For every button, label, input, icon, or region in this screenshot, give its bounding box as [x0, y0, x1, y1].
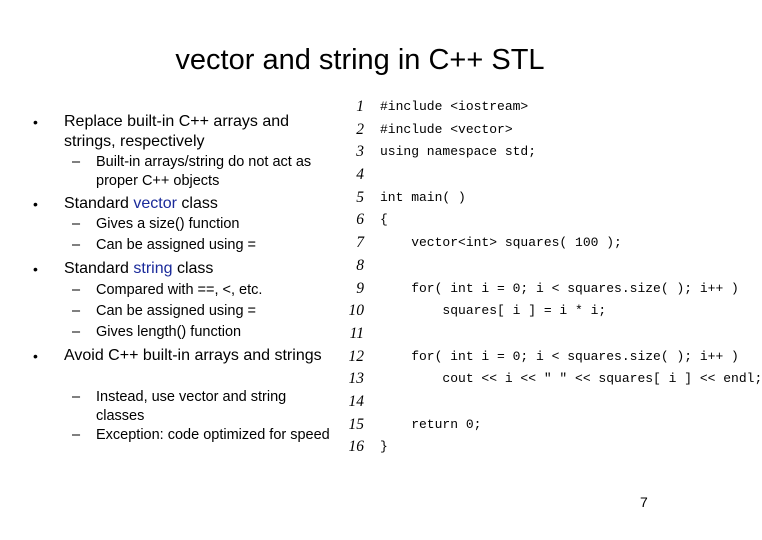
highlight-keyword: vector: [133, 195, 177, 212]
sub-bullet-text: Compared with ==, <, etc.: [96, 282, 263, 298]
bullet-dot: •: [33, 261, 38, 277]
code-line: squares[ i ] = i * i;: [380, 303, 607, 319]
code-line: [380, 391, 710, 414]
sub-bullet-text: Can be assigned using =: [96, 303, 257, 319]
code-line: for( int i = 0; i < squares.size( ); i++ ): [380, 348, 739, 364]
code-line-number: 1: [356, 98, 364, 115]
code-line: for( int i = 0; i < squares.size( ); i++ ): [380, 280, 739, 296]
code-line-number: 4: [356, 166, 364, 184]
code-line: [380, 255, 710, 278]
sub-bullet-dash: –: [72, 324, 81, 340]
code-line: {: [380, 212, 388, 228]
code-line-number: 13: [348, 370, 364, 388]
sub-bullet-text: Built-in arrays/string do not act as proper C++ objects: [96, 154, 312, 189]
code-line-number: 3: [356, 143, 364, 161]
page-number: 7: [640, 494, 648, 510]
code-line: int main( ): [380, 189, 466, 205]
code-line-number: 9: [356, 279, 364, 297]
sub-bullet-dash: –: [72, 237, 81, 253]
bullet-dot: •: [33, 114, 38, 130]
code-line-number: 12: [348, 347, 364, 365]
code-line: using namespace std;: [380, 144, 537, 160]
code-line: [380, 323, 710, 346]
code-line: cout << i << " " << squares[ i ] << endl;: [380, 371, 762, 387]
code-line: #include <iostream>: [380, 99, 529, 114]
bullet-text: Replace built-in C++ arrays and strings, respectively: [64, 113, 290, 150]
code-line-number: 6: [356, 211, 364, 229]
sub-bullet-dash: –: [72, 427, 81, 443]
code-line: #include <vector>: [380, 121, 513, 137]
code-line: [380, 164, 710, 187]
code-line: return 0;: [380, 416, 482, 432]
sub-bullet-dash: –: [72, 282, 81, 298]
sub-bullet-dash: –: [72, 389, 81, 405]
sub-bullet-text: Gives length() function: [96, 324, 242, 340]
code-line-number: 15: [348, 415, 364, 433]
code-line-number: 8: [356, 256, 364, 274]
bullet-text: Avoid C++ built-in arrays and strings: [64, 347, 322, 364]
slide-title: vector and string in C++ STL: [175, 44, 545, 76]
sub-bullet-text: Exception: code optimized for speed: [96, 427, 330, 443]
code-line-number: 14: [348, 392, 364, 410]
code-line-number: 11: [349, 324, 364, 342]
code-line-numbers: [340, 96, 364, 459]
code-line-number: 5: [356, 188, 364, 206]
code-line: vector<int> squares( 100 );: [380, 235, 622, 251]
bullet-text: Standard string class: [64, 260, 214, 277]
bullet-dot: •: [33, 196, 38, 212]
bullet-text: Standard vector class: [64, 195, 218, 212]
sub-bullet-dash: –: [72, 303, 81, 319]
code-line-number: 7: [356, 234, 364, 252]
sub-bullet-text: Gives a size() function: [96, 216, 240, 232]
code-line-number: 2: [356, 120, 364, 138]
code-listing: [380, 96, 762, 459]
sub-bullet-text: Can be assigned using =: [96, 237, 257, 253]
sub-bullet-dash: –: [72, 216, 81, 232]
bullet-list: [0, 0, 340, 540]
sub-bullet-dash: –: [72, 154, 81, 170]
code-line-number: 10: [348, 302, 364, 320]
highlight-keyword: string: [133, 260, 173, 277]
code-line-number: 16: [348, 438, 364, 456]
bullet-dot: •: [33, 348, 38, 364]
sub-bullet-text: Instead, use vector and string classes: [96, 389, 287, 424]
code-line: }: [380, 439, 388, 455]
